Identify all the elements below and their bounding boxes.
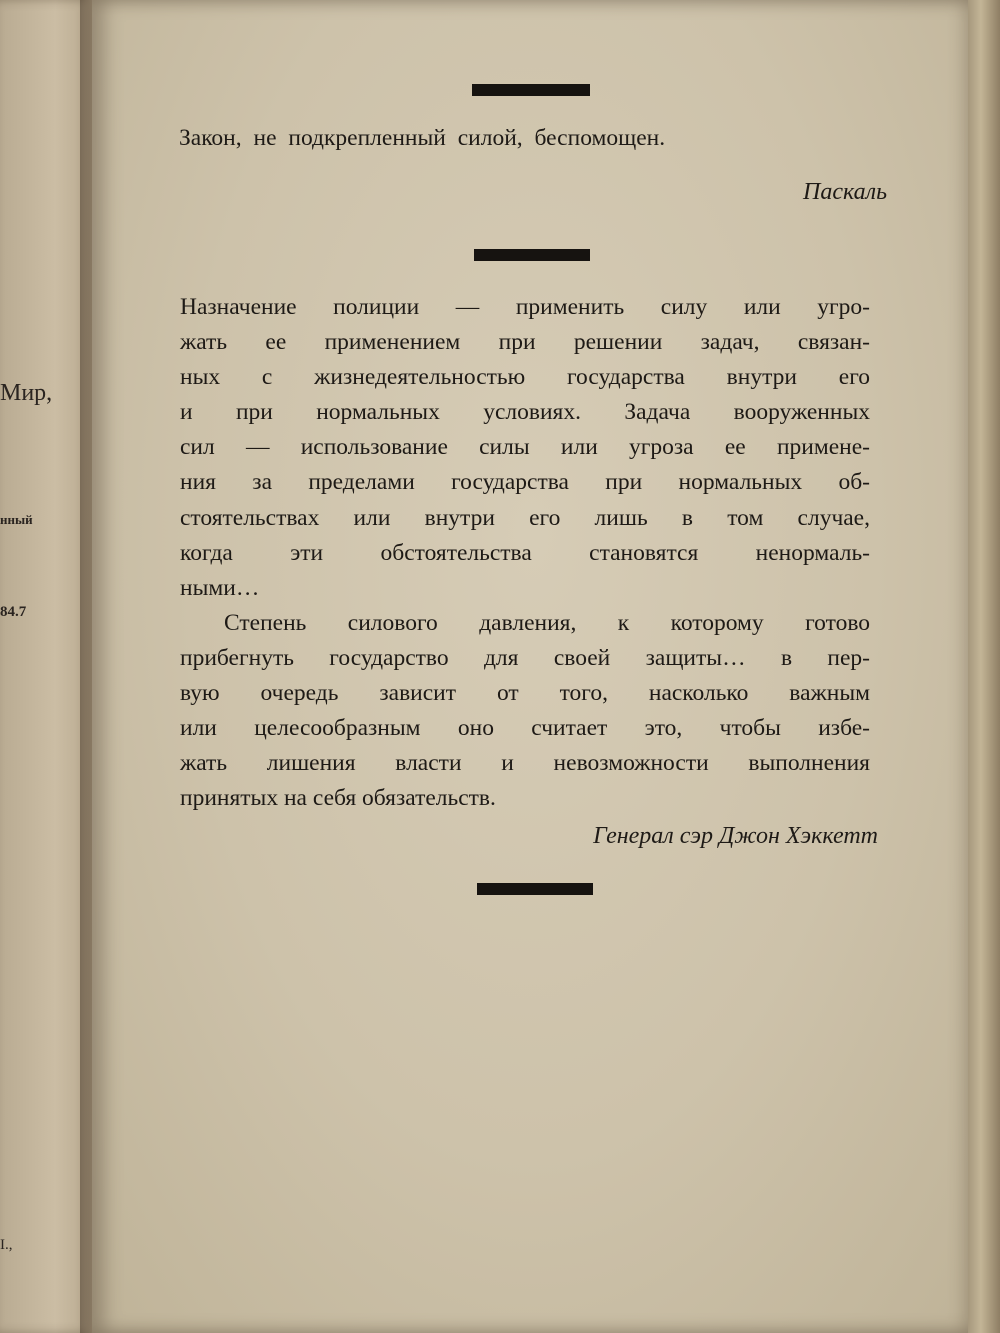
quote-line: принятых на себя обязательств. (180, 785, 496, 812)
quote-line: сил — использование силы или угроза ее примене- (180, 434, 870, 461)
quote-line: и при нормальных условиях. Задача вооруженных (180, 399, 870, 426)
section-divider (472, 84, 590, 96)
left-page-fragment: Мир, (0, 380, 53, 406)
epigraph-text: Закон, не подкрепленный силой, беспомощен. (179, 125, 666, 151)
quote-line: когда эти обстоятельства становятся ненормаль- (180, 539, 870, 566)
quote-line: прибегнуть государство для своей защиты… в пер- (180, 644, 870, 671)
left-page (0, 0, 92, 1333)
left-page-fragment: 84.7 (0, 604, 27, 620)
section-divider (474, 249, 590, 261)
epigraph-quote-long (180, 290, 870, 816)
quote-line: ния за пределами государства при нормальных об- (180, 469, 870, 496)
section-divider (477, 883, 593, 895)
quote-line: вую очередь зависит от того, насколько важным (180, 680, 870, 707)
quote-line: стоятельствах или внутри его лишь в том случае, (180, 504, 870, 531)
epigraph-author: Паскаль (803, 179, 887, 205)
quote-line: ными… (180, 574, 260, 601)
quote-line: или целесообразным оно считает это, чтобы избе- (180, 715, 870, 742)
quote-line: жать лишения власти и невозможности выполнения (180, 750, 870, 777)
quote-line: Степень силового давления, к которому готово (224, 609, 870, 636)
left-page-fragment: нный (0, 512, 33, 527)
left-page-fragment: I., (0, 1237, 13, 1253)
quote-line: ных с жизнедеятельностью государства внутри его (180, 364, 870, 391)
quote-line: Назначение полиции — применить силу или угро- (180, 294, 870, 320)
epigraph-author: Генерал сэр Джон Хэккетт (593, 823, 878, 849)
epigraph-quote (179, 121, 665, 156)
quote-line: жать ее применением при решении задач, связан- (180, 329, 870, 356)
page-edges (968, 0, 1000, 1333)
